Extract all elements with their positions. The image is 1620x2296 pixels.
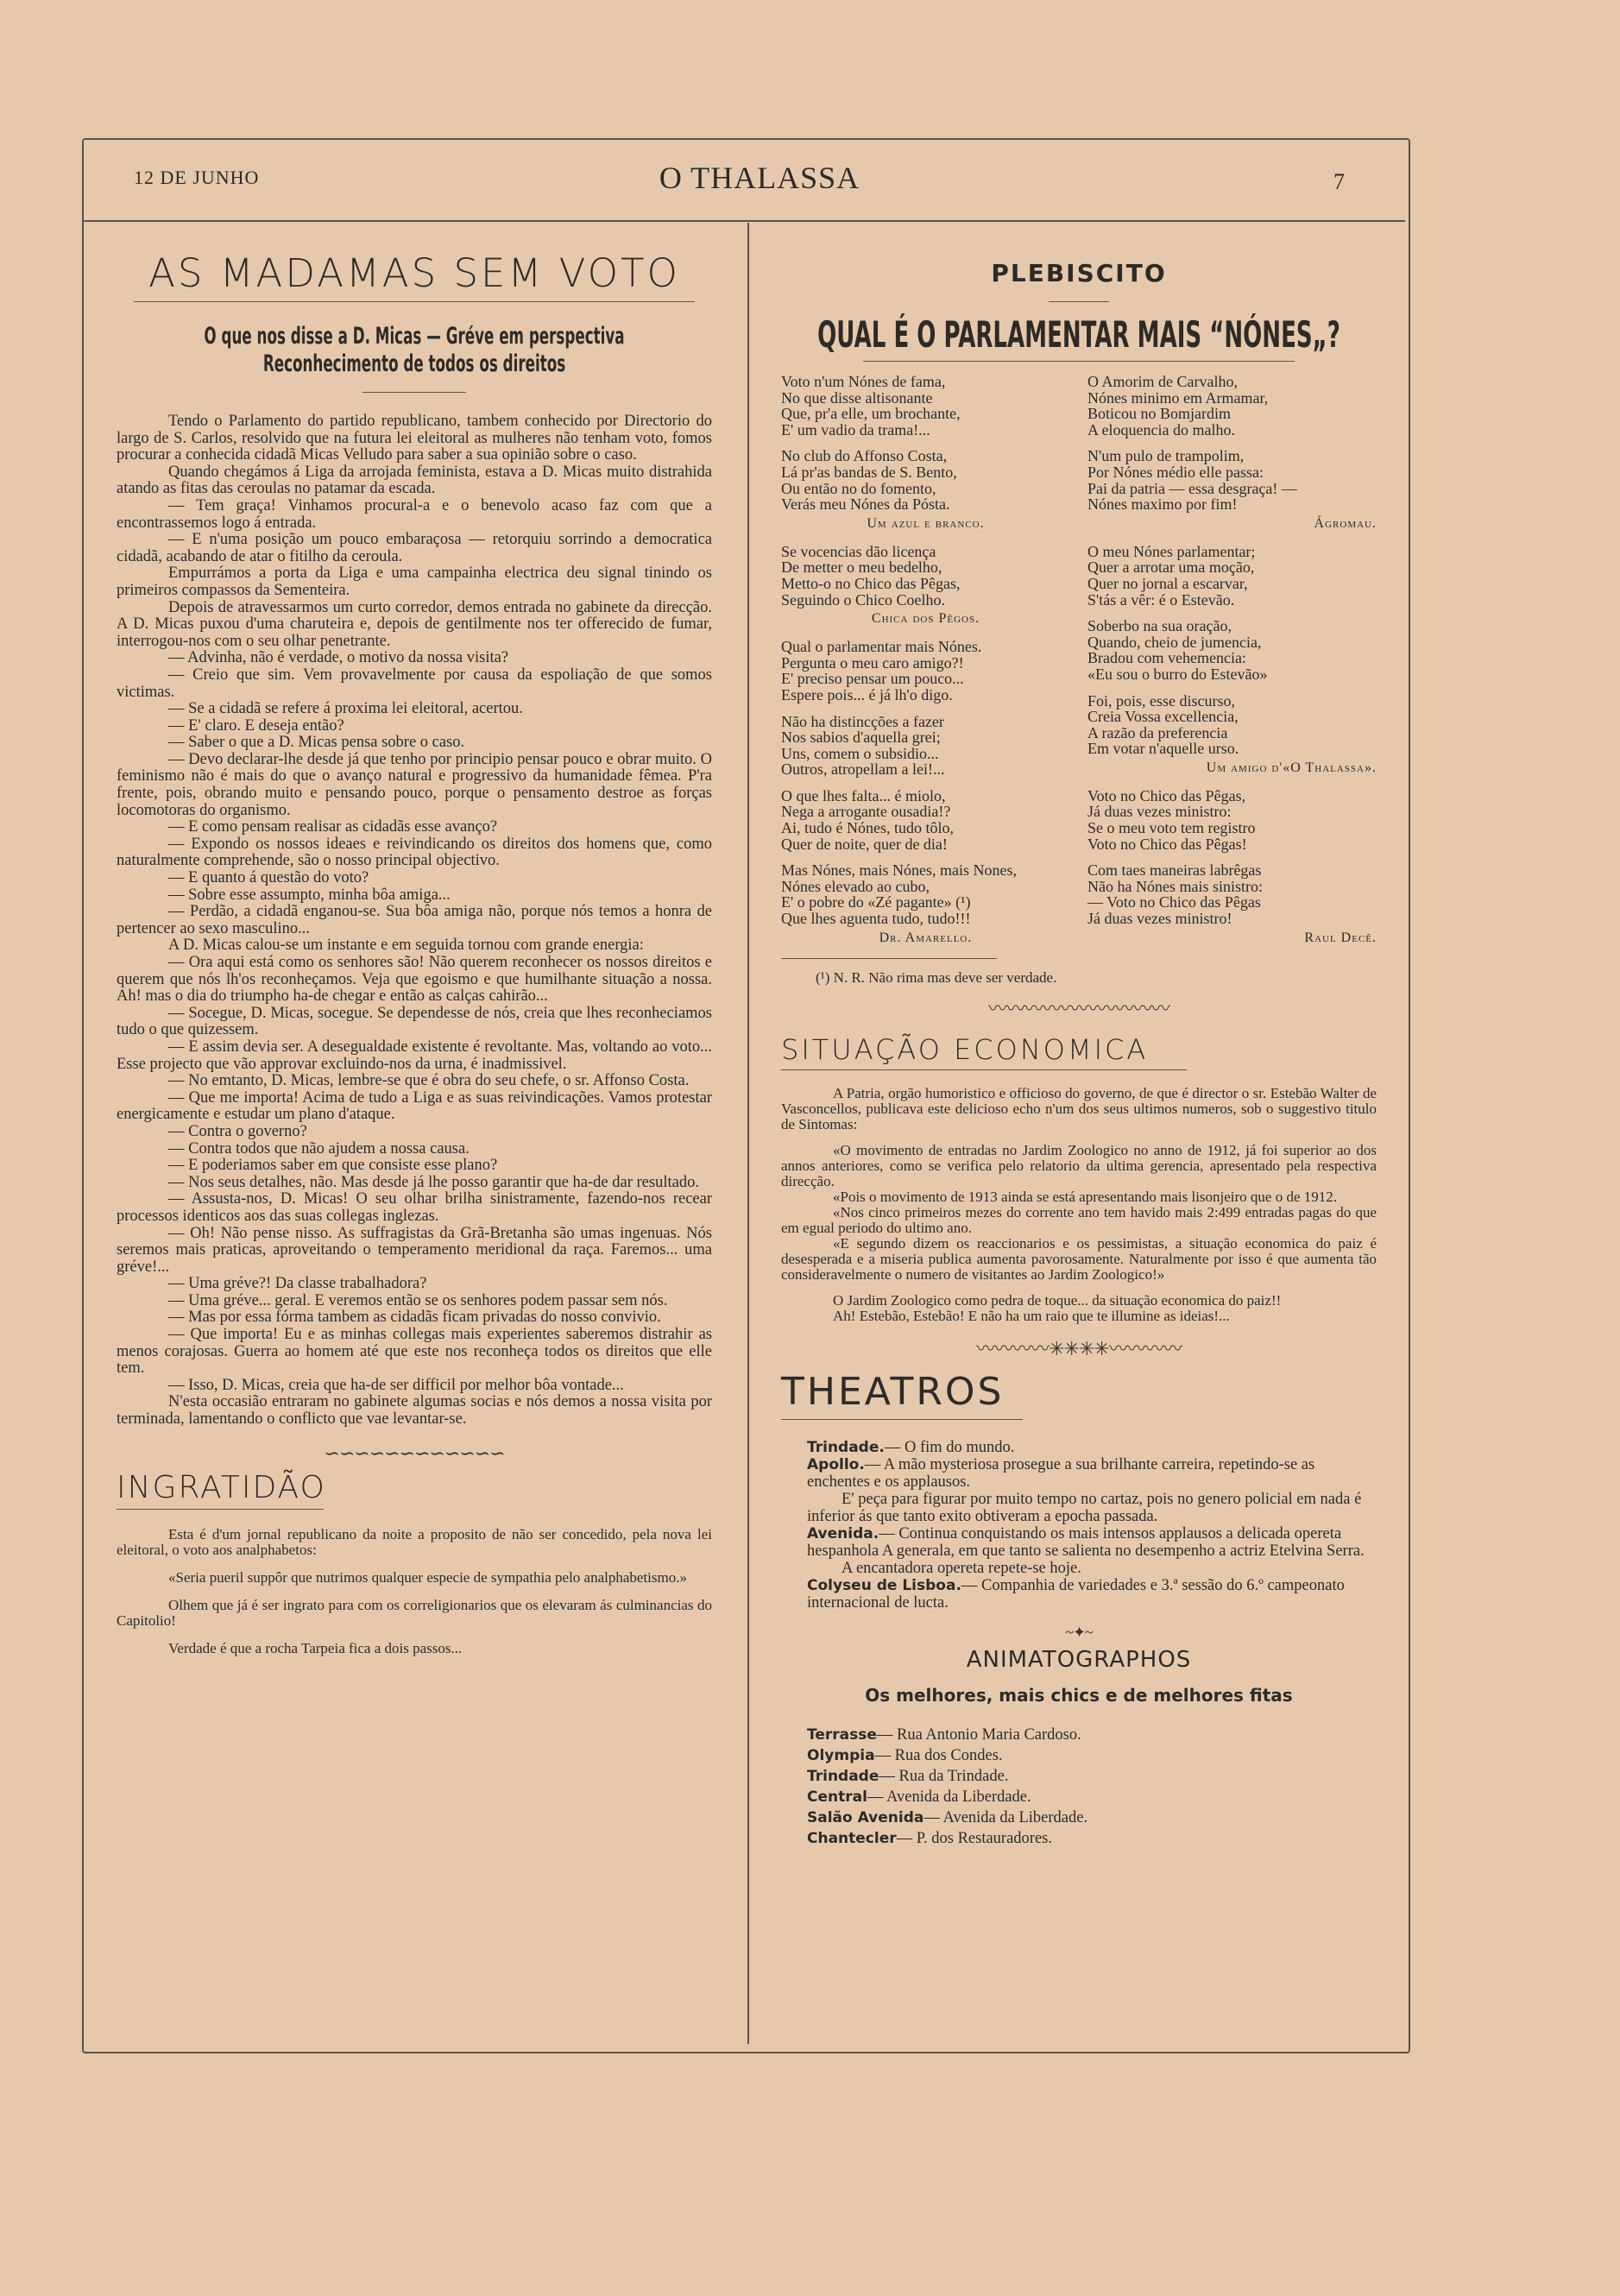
poem-line: Quando, cheio de jumencia, [1087, 633, 1262, 651]
poem-line: O Amorim de Carvalho, [1087, 373, 1238, 390]
poem-line: Já duas vezes ministro! [1087, 910, 1232, 928]
poem-line: Foi, pois, esse discurso, [1087, 691, 1235, 710]
madamas-paragraph: — Se a cidadã se refere á proxima lei eleitoral, acertou. [168, 700, 523, 718]
madamas-paragraph: — Saber o que a D. Micas pensa sobre o caso. [168, 734, 465, 752]
header-date: 12 DE JUNHO [134, 167, 260, 188]
cinema-item [807, 1787, 1377, 1807]
madamas-paragraph: — E n'uma posição um pouco embaraçosa — retorquiu sorrindo a democratica cidadã, acabando de atar o fitilho da ceroula. [117, 531, 712, 565]
cinema-name: Chantecler [807, 1830, 897, 1848]
poem-line: A eloquencia do malho. [1087, 420, 1235, 438]
poem-line: Em votar n'aquelle urso. [1087, 740, 1239, 758]
right-column [781, 259, 1377, 1849]
poem-line: A razão da preferencia [1087, 723, 1228, 741]
ingratidao-article [117, 1527, 712, 1656]
economica-paragraph: «O movimento de entradas no Jardim Zoologico no anno de 1912, já foi superior ao dos annos anteriores, como se verifica pelo relatorio da ultima gerencia, apresentado pela respectiva direcção. [781, 1142, 1377, 1190]
poem-line: S'tás a vêr: é o Estevão. [1087, 590, 1235, 609]
economica-paragraph: A Patria, orgão humoristico e officioso do governo, de que é director o sr. Estebão Walter de Vasconcellos, publicava este delicioso echo n'um dos seus ultimos numeros, sob o suggestivo titulo de Sintomas: [781, 1085, 1377, 1133]
madamas-paragraph: Tendo o Parlamento do partido republicano, tambem conhecido por Directorio do largo de S. Carlos, resolvido que na futura lei eleitoral as mulheres não tenham voto, fomos procurar a conhecida cidadã Micas Velludo para saber a sua opinião sobre o caso. [117, 413, 712, 464]
theatre-item [807, 1525, 1377, 1560]
poem-line: Nónes maximo por fim! [1087, 495, 1238, 514]
divider [362, 392, 466, 393]
newspaper-title: O THALASSA [659, 161, 860, 195]
tiny-ornament: ~✦~ [1065, 1624, 1093, 1642]
poem-line: Quer a arrotar uma moção, [1087, 558, 1255, 577]
cinema-address: — Rua da Trindade. [879, 1768, 1009, 1786]
poem-line: Espere pois... é já lh'o digo. [781, 685, 953, 703]
cinema-name: Salão Avenida [807, 1809, 924, 1827]
economica-title: SITUAÇÃO ECONOMICA [781, 1033, 1149, 1067]
madamas-paragraph: Empurrámos a porta da Liga e uma campainha electrica deu signal tinindo os primeiros compassos da Sementeira. [117, 565, 712, 599]
poem-signature: Um amigo d'«O Thalassa». [1206, 760, 1377, 775]
madamas-subtitle-2: Reconhecimento de todos os direitos [262, 350, 566, 377]
poem-block [1087, 374, 1377, 532]
poem-line: Pergunta o meu caro amigo?! [781, 653, 964, 672]
madamas-paragraph: — Mas por essa fórma tambem as cidadãs ficam privadas do nosso convivio. [168, 1309, 661, 1327]
poem-line: Nónes elevado ao cubo, [781, 877, 930, 895]
poem-line [781, 703, 1070, 714]
ingratidao-paragraph: Esta é d'um jornal republicano da noite a proposito de não ser concedido, pela nova lei eleitoral, o voto aos analphabetos: [117, 1525, 712, 1558]
poem-line: Voto no Chico das Pêgas! [1087, 835, 1247, 853]
question-underline [863, 361, 1295, 362]
poem-line: Soberbo na sua oração, [1087, 617, 1232, 635]
poem-line: Que lhes aguenta tudo, tudo!!! [781, 910, 971, 928]
madamas-paragraph: — Ora aqui está como os senhores são! Não querem reconhecer os nossos direitos e querem que nós lh'os reconheçamos. Veja que egoismo e que humilhante situação a nossa. Ah! mas o dia do triumpho ha-de chegar e então as calças cahirão... [117, 954, 712, 1006]
cinema-address: — Avenida da Liberdade. [867, 1788, 1031, 1807]
poem-line: Voto n'um Nónes de fama, [781, 373, 946, 390]
cinema-item [807, 1807, 1377, 1828]
cinema-item [807, 1745, 1377, 1766]
theatre-name: Trindade. [807, 1439, 885, 1457]
economica-underline [781, 1069, 1187, 1070]
animatographos-list [781, 1725, 1377, 1849]
madamas-paragraph: — Devo declarar-lhe desde já que tenho por principio pensar pouco e obrar muito. O feminismo não é mais do que o avanço natural e progressivo da humanidade fêmea. P'ra frente, pois, obrando muito e pensando pouco, porque o pensamento destroe as forças locomotoras do organismo. [117, 750, 712, 819]
economica-paragraph: «Pois o movimento de 1913 ainda se está apresentando mais lisonjeiro que o de 1912. [833, 1189, 1338, 1206]
madamas-paragraph: Quando chegámos á Liga da arrojada feminista, estava a D. Micas muito distrahida atando as fitas das ceroulas no patamar da escada. [117, 463, 712, 498]
theatre-text: — Companhia de variedades e 3.ª sessão do 6.º campeonato internacional de lucta. [807, 1577, 1345, 1612]
ingratidao-underline [117, 1509, 324, 1510]
madamas-paragraph: — E assim devia ser. A desegualdade existente é revoltante. Mas, voltando ao voto... Esse projecto que vão approvar excluindo-nos da urna, é inadmissivel. [117, 1038, 712, 1073]
madamas-paragraph: — E como pensam realisar as cidadãs esse avanço? [168, 818, 498, 836]
madamas-paragraph: — Advinha, não é verdade, o motivo da nossa visita? [168, 649, 509, 667]
madamas-paragraph: — Creio que sim. Vem provavelmente por causa da espoliação de que somos victimas. [117, 665, 712, 701]
madamas-paragraph: — Expondo os nossos ideaes e reivindicando os direitos dos homens que, como naturalmente comprehende, são o nosso principal objectivo. [117, 835, 712, 870]
poem-line: Nónes minimo em Armamar, [1087, 388, 1269, 407]
ingratidao-paragraph: Verdade é que a rocha Tarpeia fica a dois passos... [168, 1639, 463, 1656]
economica-paragraph: Ah! Estebão, Estebão! E não ha um raio que te illumine as ideias!... [833, 1308, 1230, 1325]
poems-area [781, 374, 1377, 958]
animatographos-subtitle: Os melhores, mais chics e de melhores fitas [865, 1685, 1293, 1706]
poem-line: Boticou no Bomjardim [1087, 405, 1231, 423]
poem-line: Qual o parlamentar mais Nónes. [781, 638, 982, 656]
poem-signature: Um azul e branco. [867, 515, 985, 531]
madamas-paragraph: — Oh! Não pense nisso. As suffragistas da Grã-Bretanha são umas ingenuas. Nós seremos mais praticas, aproveitando o temperamento meridional da raça. Faremos... uma gréve!... [117, 1224, 712, 1276]
poem-line: Não ha Nónes mais sinistro: [1087, 877, 1263, 895]
poem-line [1087, 683, 1377, 693]
poem-line: Com taes maneiras labrêgas [1087, 861, 1262, 880]
economica-paragraph: «Nos cinco primeiros mezes do corrente ano tem havido mais 2:499 entradas pagas do que em egual periodo do ultimo ano. [781, 1204, 1377, 1237]
economica-article [781, 1086, 1377, 1324]
poem-line: Uns, comem o subsidio... [781, 744, 939, 762]
cinema-item [807, 1766, 1377, 1787]
poem-line: «Eu sou o burro do Estevão» [1087, 665, 1268, 683]
poem-line: Pai da patria — essa desgraça! — [1087, 479, 1297, 497]
poem-line: Voto no Chico das Pêgas, [1087, 786, 1246, 804]
poem-line: Seguindo o Chico Coelho. [781, 590, 945, 609]
theatre-item [807, 1491, 1377, 1525]
theatre-text: — Continua conquistando os mais intensos applausos a delicada opereta hespanhola A generala, em que tanto se salienta no desempenho a actriz Etelvina Serra. [807, 1525, 1365, 1561]
ingratidao-paragraph: Olhem que já é ser ingrato para com os correligionarios que os elevaram ás culminancias do Capitolio! [117, 1596, 712, 1629]
madamas-paragraph: — Que me importa! Acima de tudo a Liga e as suas reivindicações. Vamos protestar energicamente e estudar um plano d'ataque. [117, 1088, 712, 1124]
poem-line: Que, pr'a elle, um brochante, [781, 405, 961, 423]
economica-paragraph: O Jardim Zoologico como pedra de toque... da situação economica do paiz!! [833, 1292, 1282, 1309]
madamas-paragraph: — Socegue, D. Micas, socegue. Se dependesse de nós, creia que lhes reconheciamos tudo o que quizessem. [117, 1004, 712, 1039]
madamas-title: AS MADAMAS SEM VOTO [148, 250, 680, 296]
theatre-text: — O fim do mundo. [884, 1439, 1015, 1457]
poem-signature: Chica dos Pêgos. [871, 611, 980, 627]
wave-ornament: 〰〰〰〰〰〰〰〰〰〰 [987, 998, 1169, 1020]
cinema-item [807, 1828, 1377, 1849]
theatros-title: THEATROS [781, 1370, 1005, 1415]
poem-line: Lá pr'as bandas de S. Bento, [781, 463, 957, 481]
madamas-paragraph: — Contra todos que não ajudem a nossa causa. [168, 1139, 470, 1157]
madamas-paragraph: — Uma gréve... geral. E veremos então se os senhores podem passar sem nós. [168, 1291, 668, 1309]
poem-line: No club do Affonso Costa, [781, 447, 948, 465]
madamas-paragraph: Depois de atravessarmos um curto corredor, demos entrada no gabinete da direcção. A D. Micas puxou d'uma charuteira e, depois de gentilmente nos ter offerecido de fumar, interrogou-nos com o seu olhar penetrante. [117, 598, 712, 650]
stars-ornament: 〰〰〰〰✳✳✳✳〰〰〰〰 [976, 1338, 1182, 1360]
poem-line: E' o pobre do «Zé pagante» (¹) [781, 893, 971, 911]
cinema-address: — Avenida da Liberdade. [923, 1809, 1088, 1827]
poem-line: De metter o meu bedelho, [781, 558, 942, 577]
theatre-item [807, 1456, 1377, 1491]
poem-line: Verás meu Nónes da Pósta. [781, 495, 950, 514]
theatros-list [781, 1439, 1377, 1612]
poem-signature: Ágromau. [1314, 515, 1377, 531]
animatographos-title: ANIMATOGRAPHOS [966, 1647, 1192, 1674]
cinema-address: — P. dos Restauradores. [896, 1830, 1052, 1848]
poem-line: Quer no jornal a escarvar, [1087, 574, 1248, 592]
poem-line: Já duas vezes ministro: [1087, 803, 1232, 821]
poem-signature: Raul Decê. [1304, 930, 1377, 945]
madamas-paragraph: — E quanto á questão do voto? [168, 869, 369, 887]
plebiscito-title: PLEBISCITO [991, 259, 1167, 287]
madamas-paragraph: — Assusta-nos, D. Micas! O seu olhar brilha sinistramente, fazendo-nos recear processos identicos aos das suas collegas inglezas. [117, 1190, 712, 1225]
cinema-name: Terrasse [807, 1726, 877, 1744]
poem-line: Ou então no do fomento, [781, 479, 936, 497]
madamas-paragraph: — Tem graça! Vinhamos procural-a e o benevolo acaso faz com que a encontrassemos logo á entrada. [117, 496, 712, 532]
poem-line: Nos sabios d'aquella grei; [781, 729, 941, 747]
madamas-paragraph: — E poderiamos saber em que consiste esse plano? [168, 1157, 498, 1175]
theatros-underline [781, 1419, 1023, 1420]
madamas-paragraph: — Perdão, a cidadã enganou-se. Sua bôa amiga não, porque nós temos a honra de pertencer ao sexo masculino... [117, 903, 712, 937]
theatre-text: A encantadora opereta repete-se hoje. [842, 1560, 1081, 1578]
poem-line: Quer de noite, quer de dia! [781, 835, 948, 853]
poem-block [781, 544, 1070, 627]
poem-signature: Dr. Amarello. [879, 930, 973, 945]
cinema-name: Trindade [807, 1768, 879, 1786]
poem-block [1087, 544, 1377, 776]
divider [1049, 301, 1109, 302]
madamas-paragraph: — Que importa! Eu e as minhas collegas mais experientes saberemos distrahir as menos corajosas. Guerra ao homem até que este nos reconheça todos os direitos que elle tem. [117, 1326, 712, 1378]
poems-right-column [1087, 374, 1377, 958]
ingratidao-paragraph: «Seria pueril suppôr que nutrimos qualquer especie de sympathia pelo analphabetismo.» [168, 1568, 687, 1586]
cinema-name: Olympia [807, 1747, 875, 1765]
plebiscito-note: (¹) N. R. Não rima mas deve ser verdade. [816, 968, 1057, 986]
madamas-paragraph: — Contra o governo? [168, 1122, 307, 1140]
theatre-name: Colyseu de Lisboa. [807, 1577, 961, 1595]
theatre-text: E' peça para figurar por muito tempo no cartaz, pois no genero policial em nada é inferior ás que tanto exito obtiveram a epocha passada. [807, 1491, 1362, 1526]
poem-line: Nega a arrogante ousadia!? [781, 803, 951, 821]
poem-line: Metto-o no Chico das Pêgas, [781, 574, 961, 592]
page-number: 7 [1333, 169, 1345, 194]
madamas-paragraph: — Uma gréve?! Da classe trabalhadora? [168, 1275, 427, 1293]
economica-paragraph: «E segundo dizem os reaccionarios e os pessimistas, a situação economica do paiz é desesperada e a miseria publica aumenta pavorosamente. Naturalmente por isso é que aumenta tão consideravelmente o numero de visitantes ao Jardim Zoologico!» [781, 1235, 1377, 1284]
madamas-paragraph: N'esta occasião entraram no gabinete algumas socias e nós demos a nossa visita por terminada, lamentando o conflicto que vae levantar-se. [117, 1393, 712, 1429]
poem-line: Se vocencias dão licença [781, 542, 936, 560]
column-rule [747, 223, 749, 2044]
madamas-paragraph: — No emtanto, D. Micas, lembre-se que é obra do seu chefe, o sr. Affonso Costa. [168, 1072, 690, 1090]
theatre-item [807, 1577, 1377, 1612]
madamas-paragraph: — Isso, D. Micas, creia que ha-de ser difficil por melhor bôa vontade... [168, 1376, 624, 1394]
poem-line: E' preciso pensar um pouco... [781, 670, 964, 688]
madamas-paragraph: — E' claro. E deseja então? [168, 716, 344, 735]
plebiscito-question: QUAL É O PARLAMENTAR MAIS “NÓNES„? [817, 313, 1340, 356]
poem-line: Ai, tudo é Nónes, tudo tôlo, [781, 819, 954, 837]
poem-line: Outros, atropellam a lei!... [781, 760, 945, 779]
poem-line: O meu Nónes parlamentar; [1087, 542, 1256, 560]
poem-line: Se o meu voto tem registro [1087, 819, 1256, 837]
poem-line: — Voto no Chico das Pêgas [1087, 893, 1261, 911]
note-rule [781, 958, 997, 959]
title-underline [134, 301, 695, 302]
flourish-ornament: ∽∽∽∽∽∽∽∽∽∽∽∽ [324, 1441, 505, 1464]
theatre-name: Avenida. [807, 1525, 879, 1543]
madamas-article [117, 413, 712, 1429]
madamas-paragraph: — Nos seus detalhes, não. Mas desde já lhe posso garantir que ha-de dar resultado. [168, 1173, 699, 1191]
poem-line: N'um pulo de trampolim, [1087, 447, 1245, 465]
theatre-item [807, 1439, 1377, 1456]
poem-line: E' um vadio da trama!... [781, 420, 930, 438]
poem-line: Por Nónes médio elle passa: [1087, 463, 1264, 481]
poem-block [781, 374, 1070, 532]
poem-line: Bradou com vehemencia: [1087, 649, 1246, 667]
poem-line: No que disse altisonante [781, 388, 933, 407]
poem-line: Mas Nónes, mais Nónes, mais Nones, [781, 861, 1017, 880]
cinema-name: Central [807, 1788, 867, 1807]
cinema-address: — Rua Antonio Maria Cardoso. [876, 1726, 1081, 1744]
header-rule [84, 220, 1405, 222]
poem-line: Creia Vossa excellencia, [1087, 708, 1239, 726]
theatre-text: — A mão mysteriosa prosegue a sua brilhante carreira, repetindo-se as enchentes e os applausos. [807, 1456, 1315, 1492]
poem-line: O que lhes falta... é miolo, [781, 786, 946, 804]
left-column [117, 250, 712, 1656]
cinema-item [807, 1725, 1377, 1745]
theatre-name: Apollo. [807, 1456, 865, 1474]
poem-block [781, 639, 1070, 946]
poem-block [1087, 788, 1377, 946]
theatre-item [807, 1560, 1377, 1577]
poem-line: Não ha distincções a fazer [781, 712, 944, 730]
madamas-paragraph: — Sobre esse assumpto, minha bôa amiga... [168, 886, 451, 904]
madamas-subtitle-1: O que nos disse a D. Micas — Gréve em perspectiva [204, 323, 625, 350]
poems-left-column [781, 374, 1070, 958]
madamas-paragraph: A D. Micas calou-se um instante e em seguida tornou com grande energia: [168, 937, 644, 955]
ingratidao-title: INGRATIDÃO [117, 1469, 326, 1505]
cinema-address: — Rua dos Condes. [874, 1747, 1003, 1765]
